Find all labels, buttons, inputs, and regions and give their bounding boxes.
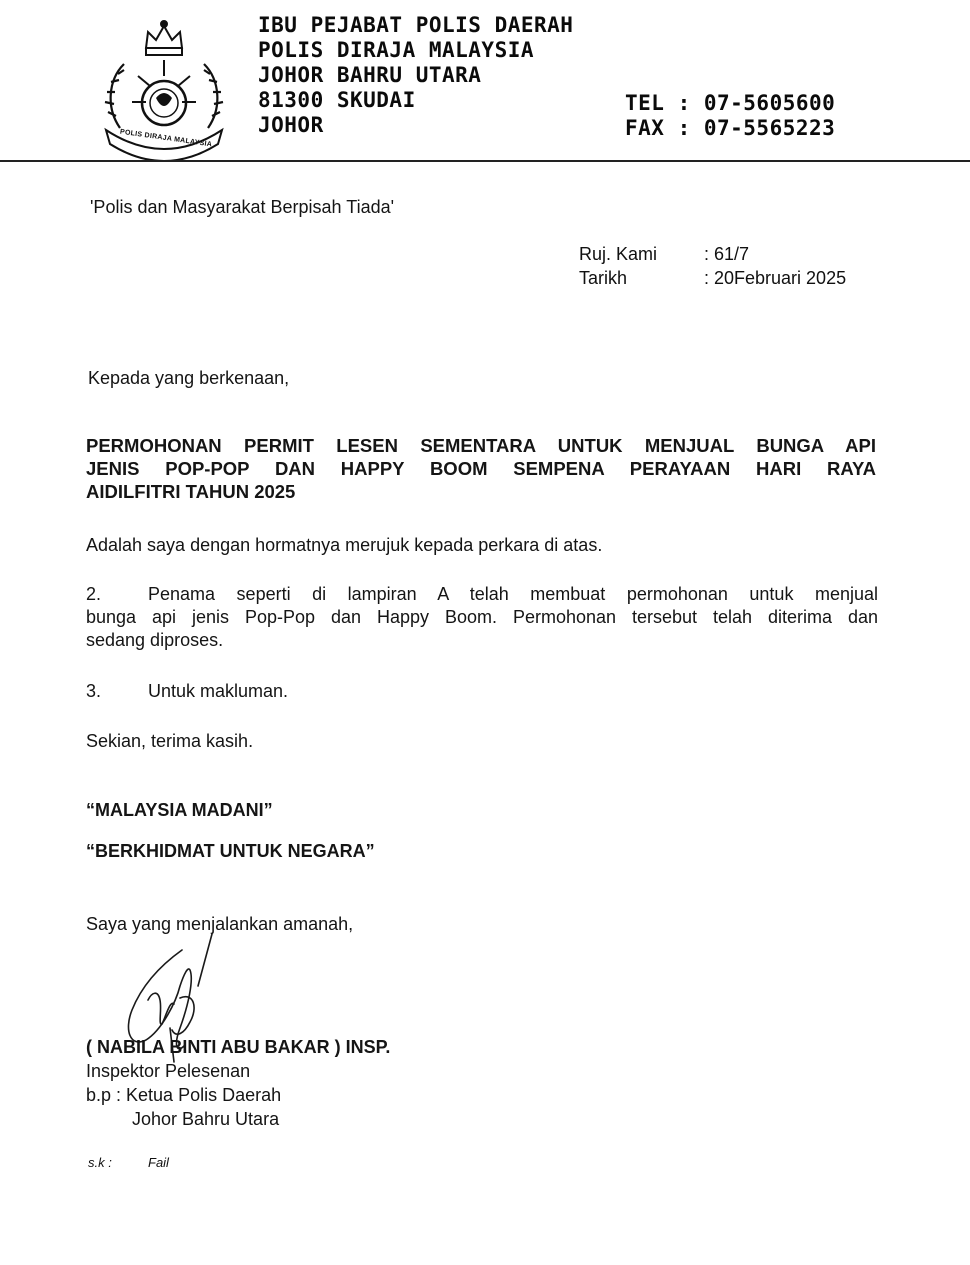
paragraph-3 <box>86 680 288 703</box>
letterhead-line: JOHOR BAHRU UTARA <box>258 63 482 87</box>
reference-value: : 61/7 <box>704 244 750 264</box>
motto: 'Polis dan Masyarakat Berpisah Tiada' <box>90 197 395 217</box>
subject-line: PERMOHONAN PERMIT LESEN SEMENTARA UNTUK MENJUAL BUNGA API <box>86 435 876 456</box>
slogan-berkhidmat: “BERKHIDMAT UNTUK NEGARA” <box>86 841 375 861</box>
police-crest-logo <box>98 18 230 160</box>
letterhead-address <box>258 13 573 138</box>
letterhead-divider <box>0 160 970 162</box>
salutation: Kepada yang berkenaan, <box>88 368 290 388</box>
cc-label: s.k : <box>88 1155 112 1170</box>
signatory-name: ( NABILA BINTI ABU BAKAR ) INSP. <box>86 1037 391 1057</box>
cc-value: Fail <box>148 1155 169 1170</box>
closing: Sekian, terima kasih. <box>86 731 254 751</box>
reference-label: Ruj. Kami <box>579 244 658 264</box>
paragraph-2-text: Penama seperti di lampiran A telah membuat permohonan untuk menjual <box>148 584 878 604</box>
reference-block <box>579 242 846 290</box>
date-value: : 20Februari 2025 <box>704 268 847 288</box>
date-row <box>579 266 846 290</box>
letterhead-line: JOHOR <box>258 113 324 137</box>
date-label: Tarikh <box>579 268 628 288</box>
fax-number: FAX : 07-5565223 <box>625 116 836 140</box>
paragraph-2-line <box>86 583 878 606</box>
letterhead-line: IBU PEJABAT POLIS DAERAH <box>258 13 574 37</box>
letterhead-line: POLIS DIRAJA MALAYSIA <box>258 38 535 62</box>
paragraph-2-number: 2. <box>86 584 102 604</box>
subject-line: AIDILFITRI TAHUN 2025 <box>86 481 296 502</box>
signatory-title: Inspektor Pelesenan <box>86 1061 251 1081</box>
sign-off: Saya yang menjalankan amanah, <box>86 914 354 934</box>
letterhead-line: 81300 SKUDAI <box>258 88 416 112</box>
letterhead-contact <box>625 91 835 141</box>
reference-row <box>579 242 846 266</box>
telephone-number: TEL : 07-5605600 <box>625 91 836 115</box>
paragraph-3-text: Untuk makluman. <box>148 681 289 701</box>
signatory-bp: b.p : Ketua Polis Daerah <box>86 1085 282 1105</box>
paragraph-3-number: 3. <box>86 681 102 701</box>
slogan-malaysia-madani: “MALAYSIA MADANI” <box>86 800 273 820</box>
crest-ribbon-text: POLIS DIRAJA MALAYSIA <box>119 128 213 149</box>
subject-heading <box>86 434 876 503</box>
paragraph-2-line: sedang diproses. <box>86 630 224 650</box>
subject-line: JENIS POP-POP DAN HAPPY BOOM SEMPENA PERAYAAN HARI RAYA <box>86 458 876 479</box>
paragraph-1: Adalah saya dengan hormatnya merujuk kepada perkara di atas. <box>86 535 603 555</box>
signatory-district: Johor Bahru Utara <box>132 1109 280 1129</box>
paragraph-2 <box>86 583 878 652</box>
paragraph-2-line: bunga api jenis Pop-Pop dan Happy Boom. Permohonan tersebut telah diterima dan <box>86 607 878 627</box>
